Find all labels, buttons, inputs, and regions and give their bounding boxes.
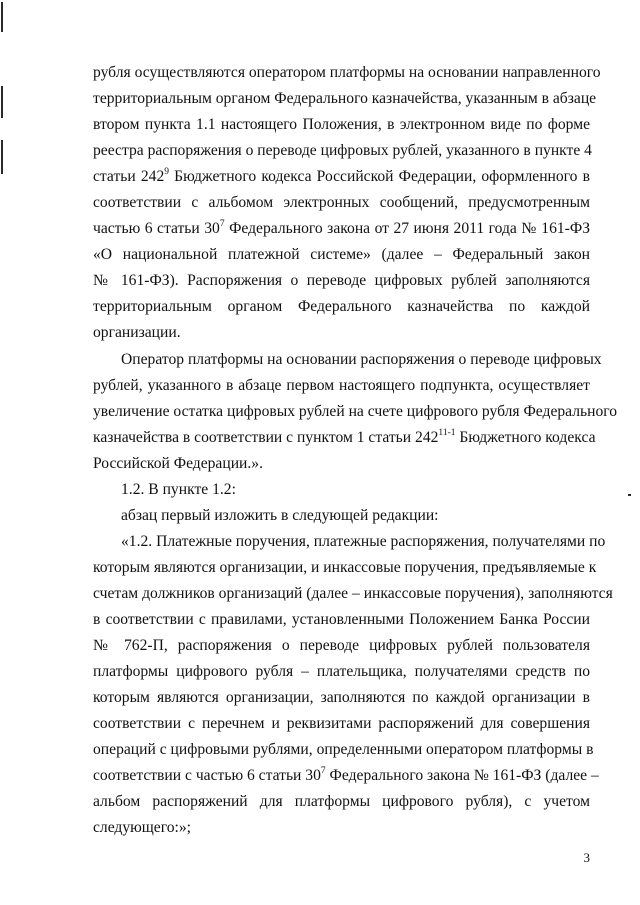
text-line: рубля осуществляются оператором платформы на основании направленного [93, 64, 601, 81]
text-line: соответствии с частью 6 статьи $30^7$ Федерального закона № 161-ФЗ (далее – [93, 765, 599, 784]
text-line: территориальным органом Федерального казначейства по каждой [93, 298, 590, 315]
scan-artifact [1, 2, 3, 32]
text-line: абзац первый изложить в следующей редакции: [121, 507, 439, 524]
text-line: территориальным органом Федерального казначейства, указанным в абзаце [93, 90, 597, 107]
section-heading: 1.2. В пункте 1.2: [121, 481, 236, 498]
text-line: рублей, указанного в абзаце первом настоящего подпункта, осуществляет [93, 377, 590, 394]
text-line: операций с цифровыми рублями, определенными оператором платформы в [93, 741, 594, 758]
text-line: № 161-ФЗ). Распоряжения о переводе цифровых рублей заполняются [93, 272, 590, 289]
text-line: которым являются организации, и инкассовые поручения, предъявляемые к [93, 559, 597, 576]
text-line: втором пункта 1.1 настоящего Положения, в электронном виде по форме [93, 116, 590, 133]
text-line: № 762-П, распоряжения о переводе цифровых рублей пользователя [93, 637, 590, 654]
text-line: Российской Федерации.». [93, 455, 263, 472]
text-line: которым являются организации, заполняются по каждой организации в [93, 689, 590, 706]
text-line: реестра распоряжения о переводе цифровых рублей, указанного в пункте 4 [93, 142, 592, 159]
text-line: статьи $242^9$ Бюджетного кодекса Российской Федерации, оформленного в [93, 166, 590, 185]
scan-artifact [1, 140, 3, 174]
text-line: счетам должников организаций (далее – инкассовые поручения), заполняются [93, 585, 613, 602]
text-line: увеличение остатка цифровых рублей на счете цифрового рубля Федерального [93, 403, 618, 420]
text-line: «1.2. Платежные поручения, платежные распоряжения, получателями по [121, 533, 606, 550]
scan-artifact [628, 494, 631, 496]
text-line: альбом распоряжений для платформы цифрового рубля), с учетом [93, 793, 590, 810]
text-line: платформы цифрового рубля – плательщика, получателями средств по [93, 663, 590, 680]
text-line: соответствии с перечнем и реквизитами распоряжений для совершения [93, 715, 590, 732]
scan-artifact [1, 86, 3, 118]
text-line: казначейства в соответствии с пунктом 1 статьи 242$^{11-1}$ Бюджетного кодекса [93, 427, 596, 446]
text-line: следующего:»; [93, 819, 191, 836]
text-line: в соответствии с правилами, установленными Положением Банка России [93, 611, 590, 628]
text-line: частью 6 статьи $30^7$ Федерального закона от 27 июня 2011 года № 161-ФЗ [93, 218, 591, 237]
text-line: «О национальной платежной системе» (далее – Федеральный закон [93, 246, 590, 263]
text-line: соответствии с альбомом электронных сообщений, предусмотренным [93, 194, 590, 211]
page-number: 3 [583, 850, 590, 865]
text-line: организации. [93, 324, 181, 341]
text-line: Оператор платформы на основании распоряжения о переводе цифровых [121, 351, 602, 368]
